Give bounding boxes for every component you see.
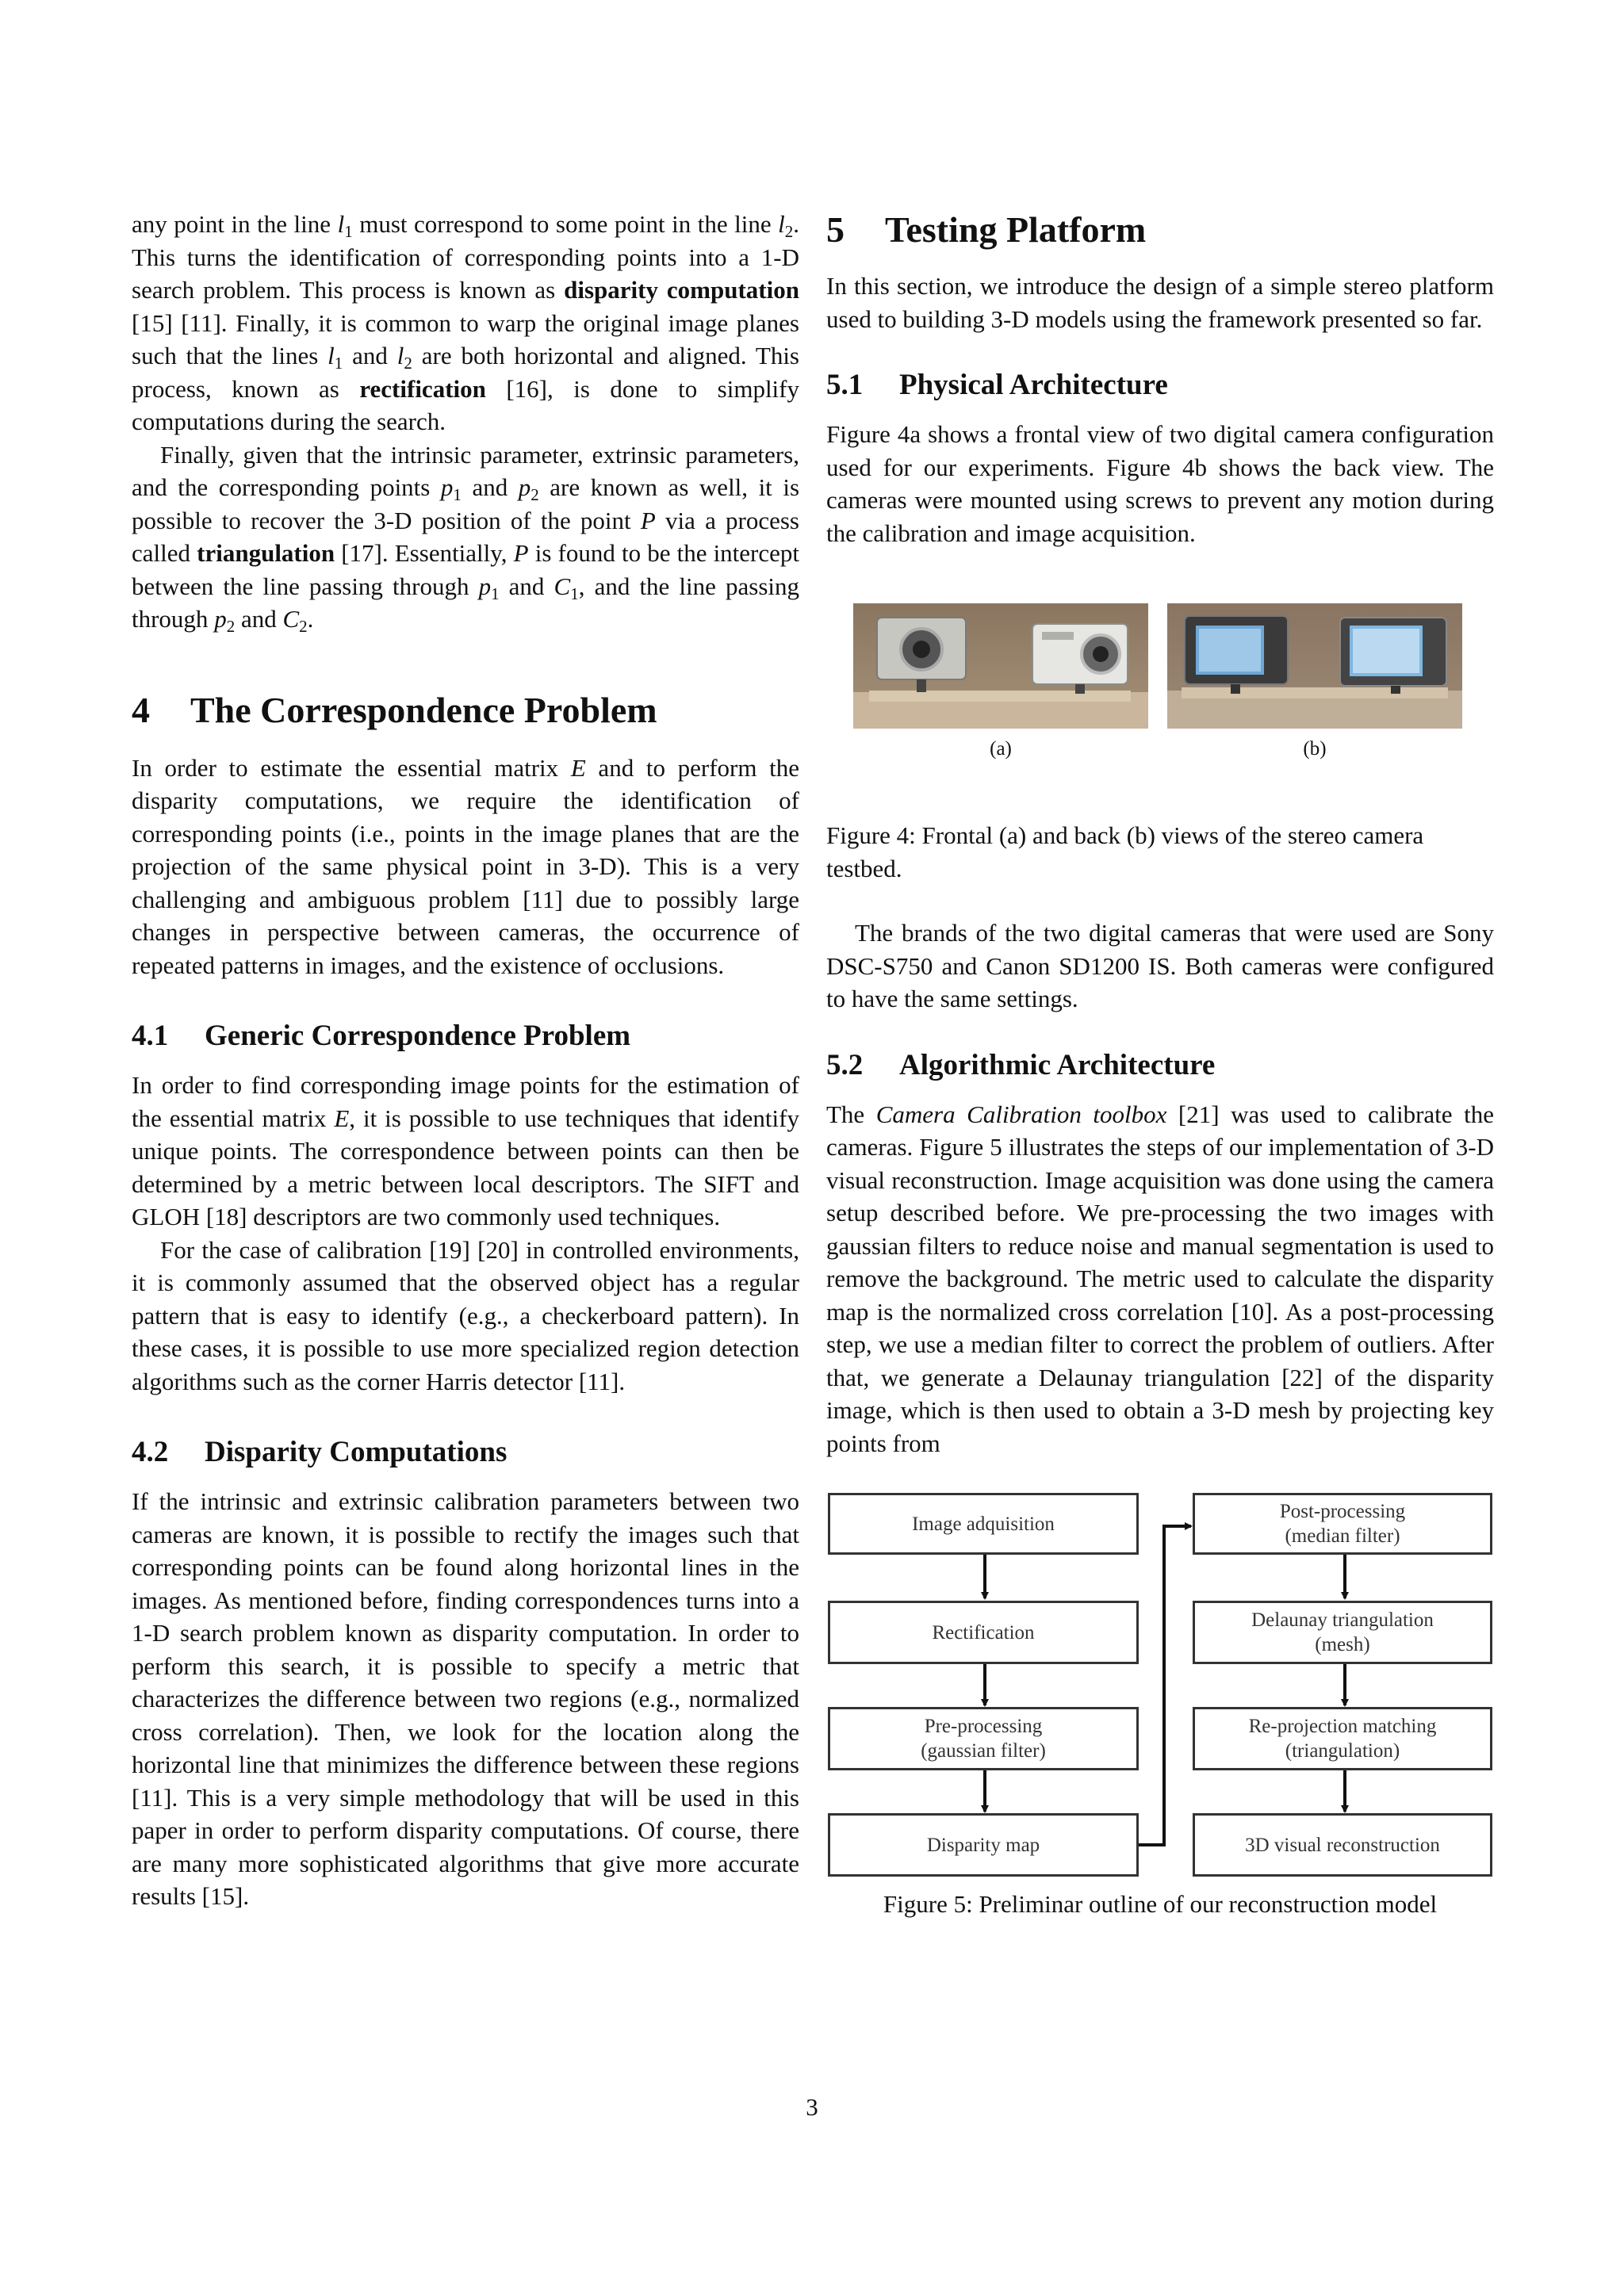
figure-4a-photo	[853, 603, 1148, 729]
flow-rectification: Rectification	[828, 1601, 1139, 1664]
figure-4-caption: Figure 4: Frontal (a) and back (b) views of the stereo camera testbed.	[826, 821, 1424, 882]
figure-5-flowchart	[826, 1493, 1494, 1921]
figure-5-caption: Figure 5: Preliminar outline of our reconstruction model	[883, 1890, 1438, 1918]
subsection-4-2-heading: 4.2 Disparity Computations	[132, 1436, 508, 1468]
paragraph-calibration: For the case of calibration [19] [20] in controlled environments, it is commonly assumed that the observed object has a regular pattern that is easy to identify (e.g., a checkerboard pattern). In these cases, it is possible to use more specialized region detection algorithms such as the corner Harris detector [11].	[132, 1235, 799, 1395]
right-column	[826, 208, 1494, 1921]
flow-pre-processing: Pre-processing (gaussian filter)	[828, 1707, 1139, 1770]
paragraph-triangulation: Finally, given that the intrinsic parameter, extrinsic parameters, and the corresponding points $p_1$ and $p_2$ are known as well, it is possible to recover the 3-D position of the point P via a process called triangulation [17]. Essentially, P is found to be the intercept between the line passing through $p_1$ and $C_1$, and the line passing through $p_2$ and $C_2$.	[132, 440, 800, 636]
paragraph-camera-brands: The brands of the two digital cameras that were used are Sony DSC-S750 and Canon SD1200 IS. Both cameras were configured to have the same settings.	[826, 919, 1494, 1012]
paragraph-physical-architecture: Figure 4a shows a frontal view of two digital camera configuration used for our experiments. Figure 4b shows the back view. The cameras were mounted using screws to prevent any motion during the calibration and image acquisition.	[826, 420, 1494, 547]
subsection-4-1-heading: 4.1 Generic Correspondence Problem	[132, 1020, 631, 1052]
figure-4a-label: (a)	[990, 738, 1012, 760]
flow-post-processing: Post-processing (median filter)	[1193, 1493, 1492, 1555]
flow-disparity-map: Disparity map	[828, 1813, 1139, 1877]
flow-image-acquisition: Image adquisition	[828, 1493, 1139, 1555]
subsection-5-1-heading: 5.1 Physical Architecture	[826, 369, 1168, 401]
paragraph-correspondence-intro: In order to estimate the essential matrix E and to perform the disparity computations, we require the identification of corresponding points (i.e., points in the image planes that are the projection of the same physical point in 3-D). This is a very challenging and ambiguous problem [11] due to possibly large changes in perspective between cameras, the occurrence of repeated patterns in images, and the existence of occlusions.	[132, 753, 800, 979]
paragraph-platform-intro: In this section, we introduce the design of a simple stereo platform used to building 3-D models using the framework presented so far.	[826, 272, 1494, 333]
figure-4b-photo	[1167, 603, 1462, 729]
subsection-5-2-heading: 5.2 Algorithmic Architecture	[826, 1048, 1216, 1081]
arrow-4	[1139, 1526, 1191, 1845]
figure-4b-label: (b)	[1303, 738, 1327, 760]
paragraph-rectification: any point in the line $l_1$ must correspond to some point in the line $l_2$. This turns the identification of corresponding points into a 1-D search problem. This process is known as disparity computation [15] [11]. Finally, it is common to warp the original image planes such that the lines $l_1$ and $l_2$ are both horizontal and aligned. This process, known as rectification [16], is done to simplify computations during the search.	[132, 210, 799, 435]
page-number: 3	[806, 2093, 818, 2121]
flow-reprojection: Re-projection matching (triangulation)	[1193, 1707, 1492, 1770]
figure-4	[826, 603, 1494, 786]
paragraph-disparity: If the intrinsic and extrinsic calibration parameters between two cameras are known, it is possible to rectify the images such that corresponding points can be found along horizontal lines in the images. As mentioned before, finding correspondences turns into a 1-D search problem known as disparity computation. In order to perform this search, it is possible to specify a metric that characterizes the difference between two regions (e.g., normalized cross correlation). Then, we look for the location along the horizontal line that minimizes the difference between these regions [11]. This is a very simple methodology that will be used in this paper in order to perform disparity computations. Of course, there are many more sophisticated algorithms that give more accurate results [15].	[132, 1487, 799, 1910]
paragraph-algorithmic-architecture: The Camera Calibration toolbox [21] was used to calibrate the cameras. Figure 5 illustrates the steps of our implementation of 3-D visual reconstruction. Image acquisition was done using the camera setup described before. We pre-processing the two images with gaussian filters to reduce noise and manual segmentation is used to remove the background. The metric used to calculate the disparity map is the normalized cross correlation [10]. As a post-processing step, we use a median filter to correct the problem of outliers. After that, we generate a Delaunay triangulation [22] of the disparity image, which is then used to obtain a 3-D mesh by projecting key points from	[826, 1100, 1494, 1457]
flow-3d-reconstruction: 3D visual reconstruction	[1193, 1813, 1492, 1877]
paragraph-generic-correspondence: In order to find corresponding image points for the estimation of the essential matrix E, it is possible to use techniques that identify unique points. The correspondence between points can then be determined by a metric between local descriptors. The SIFT and GLOH [18] descriptors are two commonly used techniques.	[132, 1071, 799, 1230]
section-4-heading: 4 The Correspondence Problem	[132, 689, 657, 730]
left-column	[132, 208, 799, 1913]
flow-delaunay: Delaunay triangulation (mesh)	[1193, 1601, 1492, 1664]
section-5-heading: 5 Testing Platform	[826, 209, 1147, 250]
